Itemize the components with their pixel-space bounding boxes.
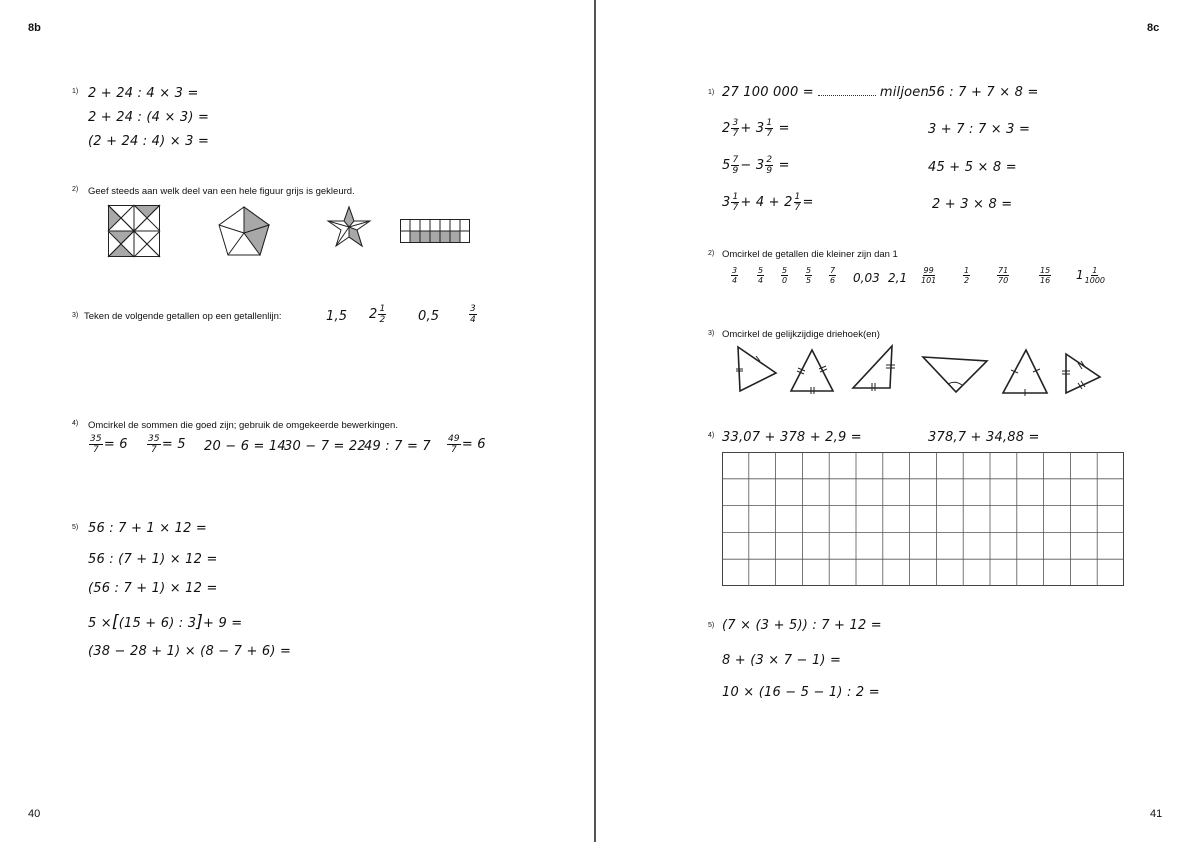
r-q5-line-2: 8 + (3 × 7 − 1) =: [722, 653, 842, 668]
r-q4-a: 33,07 + 378 + 2,9 =: [722, 430, 862, 445]
star-figure: [327, 206, 371, 248]
triangle-figure: [1064, 353, 1102, 395]
r-q2-fraction: $\frac{15}{16}$: [1040, 266, 1051, 285]
question-number: 3): [72, 312, 79, 319]
page-divider: [594, 0, 596, 842]
r-q2-fraction: $\frac{3}{4}$: [732, 266, 738, 285]
question-number: 4): [72, 420, 79, 427]
q4-sum-5: 49 : 7 = 7: [364, 439, 431, 454]
question-number: 2): [72, 186, 79, 193]
r-q1-b: 56 : 7 + 7 × 8 =: [928, 85, 1039, 100]
q1-line-3: (2 + 24 : 4) × 3 =: [88, 134, 210, 149]
q1-line-2: 2 + 24 : (4 × 3) =: [88, 110, 210, 125]
r-q1-c: 2 $\frac{3}{7}$ + 3 $\frac{1}{7}$ =: [722, 118, 790, 139]
question-number: 4): [708, 432, 715, 439]
r-q1-g: 3 $\frac{1}{7}$ + 4 + 2 $\frac{1}{7}$ =: [722, 192, 814, 213]
q5-line-4: 5 ×[(15 + 6) : 3]+ 9 =: [88, 612, 243, 632]
r-q2-decimal: 0,03: [853, 271, 880, 285]
r-q2-fraction: $\frac{7}{6}$: [830, 266, 836, 285]
r-q2-instruction: Omcirkel de getallen die kleiner zijn dan 1: [722, 249, 898, 260]
grid-bar-figure: [400, 219, 470, 243]
q3-value: 0,5: [418, 309, 440, 324]
q4-sum-1: $\frac{35}{7}$ = 6: [90, 434, 128, 455]
r-q1-h: 2 + 3 × 8 =: [932, 197, 1013, 212]
q3-instruction: Teken de volgende getallen op een getallenlijn:: [84, 311, 282, 322]
sheet-label-left: 8b: [28, 22, 41, 34]
q5-line-5: (38 − 28 + 1) × (8 − 7 + 6) =: [88, 644, 292, 659]
question-number: 1): [708, 89, 715, 96]
q3-fraction: $\frac{3}{4}$: [470, 304, 476, 325]
triangle-figure: [852, 345, 894, 389]
r-q2-fraction: $\frac{99}{101}$: [921, 266, 937, 285]
sheet-label-right: 8c: [1147, 22, 1160, 34]
r-q2-fraction: $\frac{5}{0}$: [782, 266, 788, 285]
q3-mixed-number: 2 $\frac{1}{2}$: [369, 304, 386, 325]
q4-sum-4: 30 − 7 = 22: [284, 439, 366, 454]
q4-sum-6: $\frac{49}{7}$ = 6: [448, 434, 486, 455]
pentagon-figure: [218, 206, 270, 256]
q4-instruction: Omcirkel de sommen die goed zijn; gebruik de omgekeerde bewerkingen.: [88, 420, 398, 431]
triangle-figure: [922, 356, 988, 394]
square-figure: [108, 205, 160, 257]
page-number-left: 40: [28, 808, 41, 820]
r-q2-fraction: $\frac{5}{5}$: [806, 266, 812, 285]
r-q1-a: 27 100 000 = miljoen: [722, 85, 929, 100]
question-number: 5): [708, 622, 715, 629]
r-q5-line-3: 10 × (16 − 5 − 1) : 2 =: [722, 685, 880, 700]
r-q5-line-1: (7 × (3 + 5)) : 7 + 12 =: [722, 618, 882, 633]
q1-line-1: 2 + 24 : 4 × 3 =: [88, 86, 199, 101]
q5-line-3: (56 : 7 + 1) × 12 =: [88, 581, 218, 596]
q5-line-2: 56 : (7 + 1) × 12 =: [88, 552, 218, 567]
r-q4-b: 378,7 + 34,88 =: [928, 430, 1040, 445]
answer-blank[interactable]: [818, 95, 876, 96]
r-q2-decimal: 2,1: [888, 271, 908, 285]
q4-sum-2: $\frac{35}{7}$ = 5: [148, 434, 186, 455]
question-number: 3): [708, 330, 715, 337]
question-number: 5): [72, 524, 79, 531]
q2-instruction: Geef steeds aan welk deel van een hele figuur grijs is gekleurd.: [88, 186, 355, 197]
page-number-right: 41: [1150, 808, 1163, 820]
triangle-figure: [790, 349, 834, 393]
r-q1-f: 45 + 5 × 8 =: [928, 160, 1017, 175]
triangle-figure: [736, 346, 778, 392]
r-q2-fraction: $\frac{71}{70}$: [998, 266, 1009, 285]
r-q1-d: 3 + 7 : 7 × 3 =: [928, 122, 1031, 137]
r-q2-fraction: $\frac{5}{4}$: [758, 266, 764, 285]
r-q1-e: 5 $\frac{7}{9}$ − 3 $\frac{2}{9}$ =: [722, 155, 790, 176]
q4-sum-3: 20 − 6 = 14: [204, 439, 286, 454]
r-q2-fraction: $\frac{1}{2}$: [964, 266, 970, 285]
answer-grid[interactable]: [722, 452, 1124, 586]
question-number: 2): [708, 250, 715, 257]
q5-line-1: 56 : 7 + 1 × 12 =: [88, 521, 208, 536]
q3-value: 1,5: [326, 309, 348, 324]
r-q2-mixed: 1 $\frac{1}{1000}$: [1076, 266, 1105, 285]
question-number: 1): [72, 88, 79, 95]
r-q3-instruction: Omcirkel de gelijkzijdige driehoek(en): [722, 329, 880, 340]
triangle-figure: [1002, 349, 1048, 395]
